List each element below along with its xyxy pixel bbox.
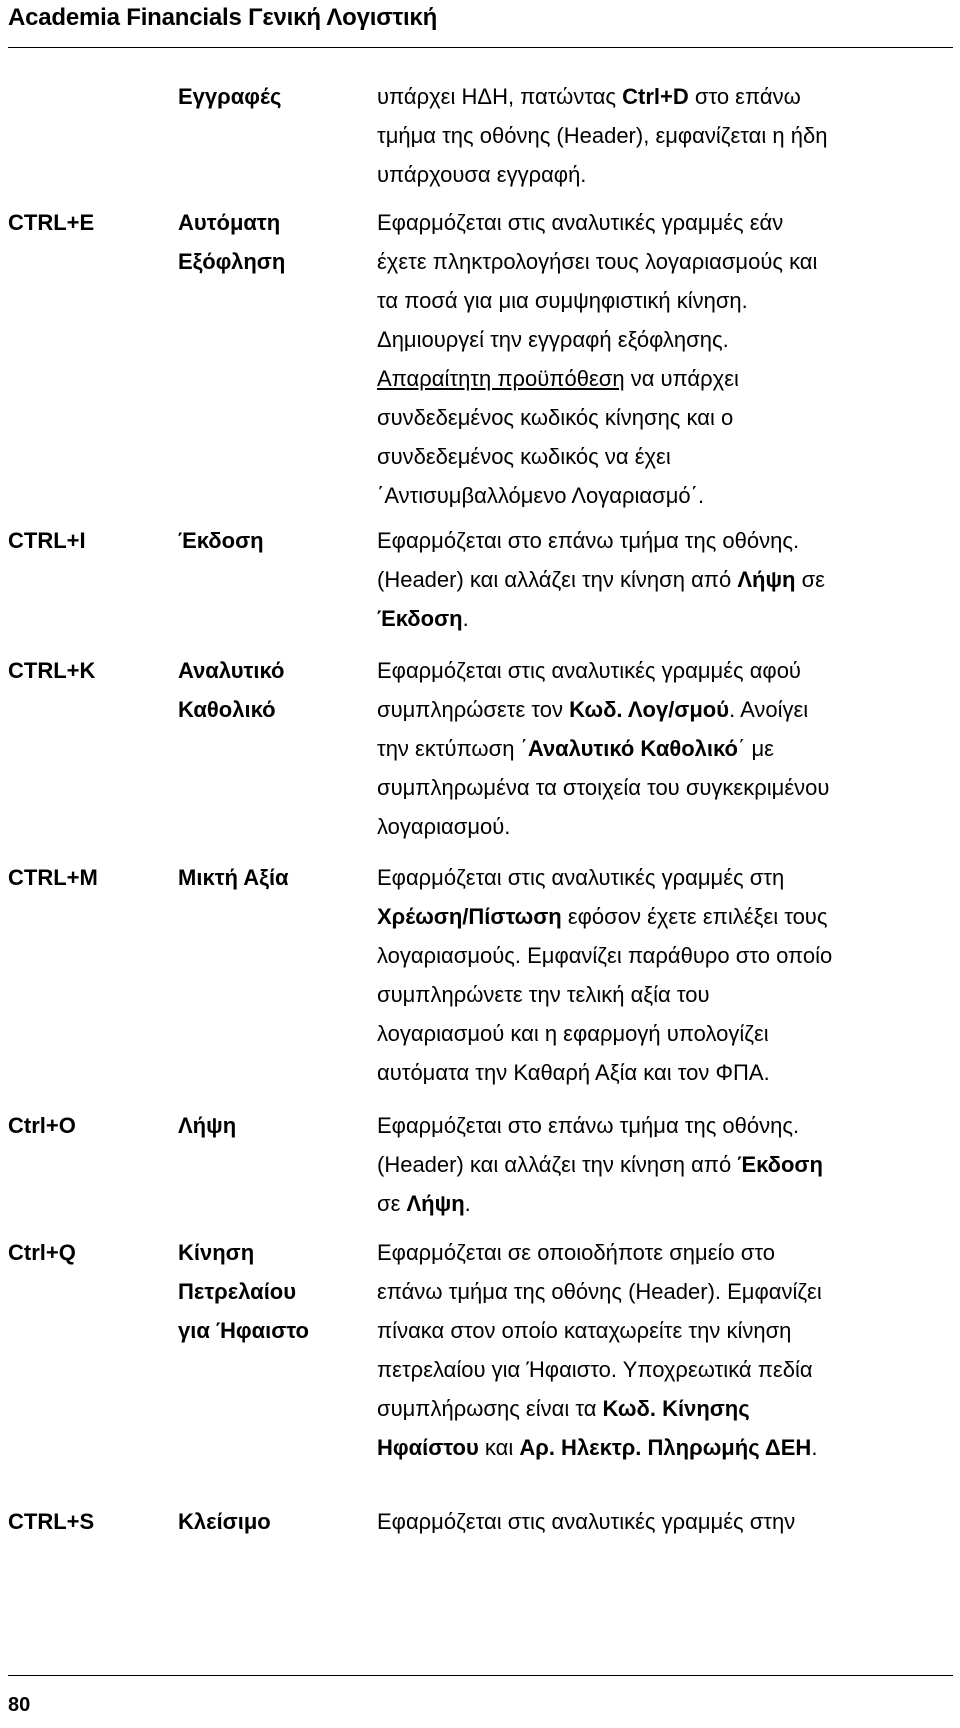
text-segment: Εφαρμόζεται σε οποιοδήποτε σημείο στο xyxy=(377,1240,775,1265)
shortcut-description xyxy=(377,521,947,638)
underlined-text: Απαραίτητη προϋπόθεση xyxy=(377,366,625,391)
bold-text: Αρ. Ηλεκτρ. Πληρωμής ΔΕΗ xyxy=(519,1435,812,1460)
bold-text: Λήψη xyxy=(737,567,796,592)
function-name-line: Έκδοση xyxy=(178,528,264,553)
description-line xyxy=(377,936,947,975)
text-segment: έχετε πληκτρολογήσει τους λογαριασμούς και xyxy=(377,249,818,274)
text-segment: να υπάρχει xyxy=(624,366,739,391)
bold-text: Έκδοση xyxy=(737,1152,823,1177)
shortcut-key: CTRL+M xyxy=(8,865,98,890)
function-name-line: Κλείσιμο xyxy=(178,1509,271,1534)
text-segment: επάνω τμήμα της οθόνης (Header). Εμφανίζει xyxy=(377,1279,822,1304)
text-segment: σε xyxy=(377,1191,407,1216)
text-segment: λογαριασμού και η εφαρμογή υπολογίζει xyxy=(377,1021,769,1046)
description-line xyxy=(377,1502,947,1541)
text-segment: αυτόματα την Καθαρή Αξία και τον ΦΠΑ. xyxy=(377,1060,770,1085)
description-line xyxy=(377,1428,947,1467)
shortcut-description xyxy=(377,1106,947,1223)
description-line xyxy=(377,1350,947,1389)
shortcut-description xyxy=(377,1502,947,1541)
description-line xyxy=(377,1389,947,1428)
description-line xyxy=(377,1053,947,1092)
description-line xyxy=(377,77,947,116)
description-line xyxy=(377,1145,947,1184)
text-segment: λογαριασμού. xyxy=(377,814,511,839)
text-segment: πετρελαίου για Ήφαιστο. Υποχρεωτικά πεδία xyxy=(377,1357,813,1382)
text-segment: υπάρχει ΗΔΗ, πατώντας xyxy=(377,84,623,109)
text-segment: σε xyxy=(795,567,825,592)
function-name-line: Πετρελαίου xyxy=(178,1279,297,1304)
text-segment: . Ανοίγει xyxy=(729,697,809,722)
text-segment: συμπληρώσετε τον xyxy=(377,697,570,722)
shortcut-function xyxy=(178,858,289,897)
shortcut-key: Ctrl+O xyxy=(8,1113,76,1138)
shortcut-key: CTRL+E xyxy=(8,210,95,235)
bold-text: Ctrl+D xyxy=(622,84,689,109)
shortcut-key: CTRL+S xyxy=(8,1509,95,1534)
function-name-line: Αναλυτικό xyxy=(178,658,285,683)
text-segment: και xyxy=(478,1435,520,1460)
description-line xyxy=(377,807,947,846)
description-line xyxy=(377,1233,947,1272)
shortcut-key: Ctrl+Q xyxy=(8,1240,76,1265)
description-line xyxy=(377,281,947,320)
bold-text: Ηφαίστου xyxy=(377,1435,479,1460)
shortcut-key: CTRL+I xyxy=(8,528,86,553)
text-segment: εφόσον έχετε επιλέξει τους xyxy=(561,904,828,929)
shortcut-function xyxy=(178,1106,236,1145)
function-name-line: Λήψη xyxy=(178,1113,237,1138)
description-line xyxy=(377,975,947,1014)
text-segment: συνδεδεμένος κωδικός να έχει xyxy=(377,444,671,469)
description-line xyxy=(377,599,947,638)
text-segment: Εφαρμόζεται στις αναλυτικές γραμμές στη xyxy=(377,865,785,890)
description-line xyxy=(377,1311,947,1350)
description-line xyxy=(377,1106,947,1145)
text-segment: την εκτύπωση ΄ xyxy=(377,736,528,761)
text-segment: Εφαρμόζεται στο επάνω τμήμα της οθόνης. xyxy=(377,1113,800,1138)
shortcut-description xyxy=(377,1233,947,1467)
text-segment: τα ποσά για μια συμψηφιστική κίνηση. xyxy=(377,288,748,313)
shortcut-description xyxy=(377,77,947,194)
bold-text: Αναλυτικό Καθολικό xyxy=(527,736,738,761)
bold-text: Λήψη xyxy=(406,1191,465,1216)
description-line xyxy=(377,690,947,729)
text-segment: συμπλήρωσης είναι τα xyxy=(377,1396,603,1421)
description-line xyxy=(377,203,947,242)
description-line xyxy=(377,560,947,599)
text-segment: Εφαρμόζεται στις αναλυτικές γραμμές εάν xyxy=(377,210,784,235)
function-name-line: Μικτή Αξία xyxy=(178,865,289,890)
function-name-line: Κίνηση xyxy=(178,1240,255,1265)
text-segment: (Header) και αλλάζει την κίνηση από xyxy=(377,1152,738,1177)
footer-divider xyxy=(8,1675,953,1676)
description-line xyxy=(377,858,947,897)
text-segment: . xyxy=(811,1435,818,1460)
shortcut-description xyxy=(377,651,947,846)
description-line xyxy=(377,116,947,155)
shortcut-description xyxy=(377,858,947,1092)
text-segment: πίνακα στον οποίο καταχωρείτε την κίνηση xyxy=(377,1318,792,1343)
bold-text: Έκδοση xyxy=(377,606,463,631)
shortcut-function xyxy=(178,521,264,560)
description-line xyxy=(377,476,947,515)
text-segment: Εφαρμόζεται στις αναλυτικές γραμμές στην xyxy=(377,1509,796,1534)
description-line xyxy=(377,1272,947,1311)
description-line xyxy=(377,359,947,398)
text-segment: ΄Αντισυμβαλλόμενο Λογαριασμό΄. xyxy=(377,483,705,508)
text-segment: Δημιουργεί την εγγραφή εξόφλησης. xyxy=(377,327,729,352)
description-line xyxy=(377,320,947,359)
shortcut-function xyxy=(178,203,285,281)
shortcut-description xyxy=(377,203,947,515)
text-segment: ΄ με xyxy=(738,736,774,761)
page-header xyxy=(8,0,953,48)
description-line xyxy=(377,1014,947,1053)
text-segment: λογαριασμούς. Εμφανίζει παράθυρο στο οποίο xyxy=(377,943,833,968)
description-line xyxy=(377,651,947,690)
text-segment: . xyxy=(464,1191,471,1216)
shortcut-key: CTRL+K xyxy=(8,658,96,683)
text-segment: συμπληρώνετε την τελική αξία του xyxy=(377,982,710,1007)
text-segment: συμπληρωμένα τα στοιχεία του συγκεκριμένου xyxy=(377,775,830,800)
function-name-line: για Ήφαιστο xyxy=(178,1318,309,1343)
shortcut-function xyxy=(178,1233,309,1350)
text-segment: στο επάνω xyxy=(688,84,801,109)
text-segment: συνδεδεμένος κωδικός κίνησης και ο xyxy=(377,405,734,430)
text-segment: . xyxy=(462,606,469,631)
page-number: 80 xyxy=(8,1694,31,1716)
text-segment: τμήμα της οθόνης (Header), εμφανίζεται η ήδη xyxy=(377,123,828,148)
description-line xyxy=(377,521,947,560)
description-line xyxy=(377,1184,947,1223)
description-line xyxy=(377,768,947,807)
function-name-line: Εξόφληση xyxy=(178,249,286,274)
description-line xyxy=(377,437,947,476)
shortcut-function xyxy=(178,77,281,116)
description-line xyxy=(377,398,947,437)
text-segment: υπάρχουσα εγγραφή. xyxy=(377,162,587,187)
function-name-line: Εγγραφές xyxy=(178,84,282,109)
description-line xyxy=(377,242,947,281)
bold-text: Κωδ. Λογ/σμού xyxy=(569,697,730,722)
shortcut-function xyxy=(178,1502,271,1541)
bold-text: Χρέωση/Πίστωση xyxy=(377,904,562,929)
header-title: Academia Financials Γενική Λογιστική xyxy=(8,4,438,31)
shortcut-function xyxy=(178,651,284,729)
text-segment: Εφαρμόζεται στις αναλυτικές γραμμές αφού xyxy=(377,658,801,683)
text-segment: Εφαρμόζεται στο επάνω τμήμα της οθόνης. xyxy=(377,528,800,553)
function-name-line: Καθολικό xyxy=(178,697,276,722)
description-line xyxy=(377,897,947,936)
text-segment: (Header) και αλλάζει την κίνηση από xyxy=(377,567,738,592)
description-line xyxy=(377,155,947,194)
bold-text: Κωδ. Κίνησης xyxy=(602,1396,750,1421)
function-name-line: Αυτόματη xyxy=(178,210,281,235)
description-line xyxy=(377,729,947,768)
